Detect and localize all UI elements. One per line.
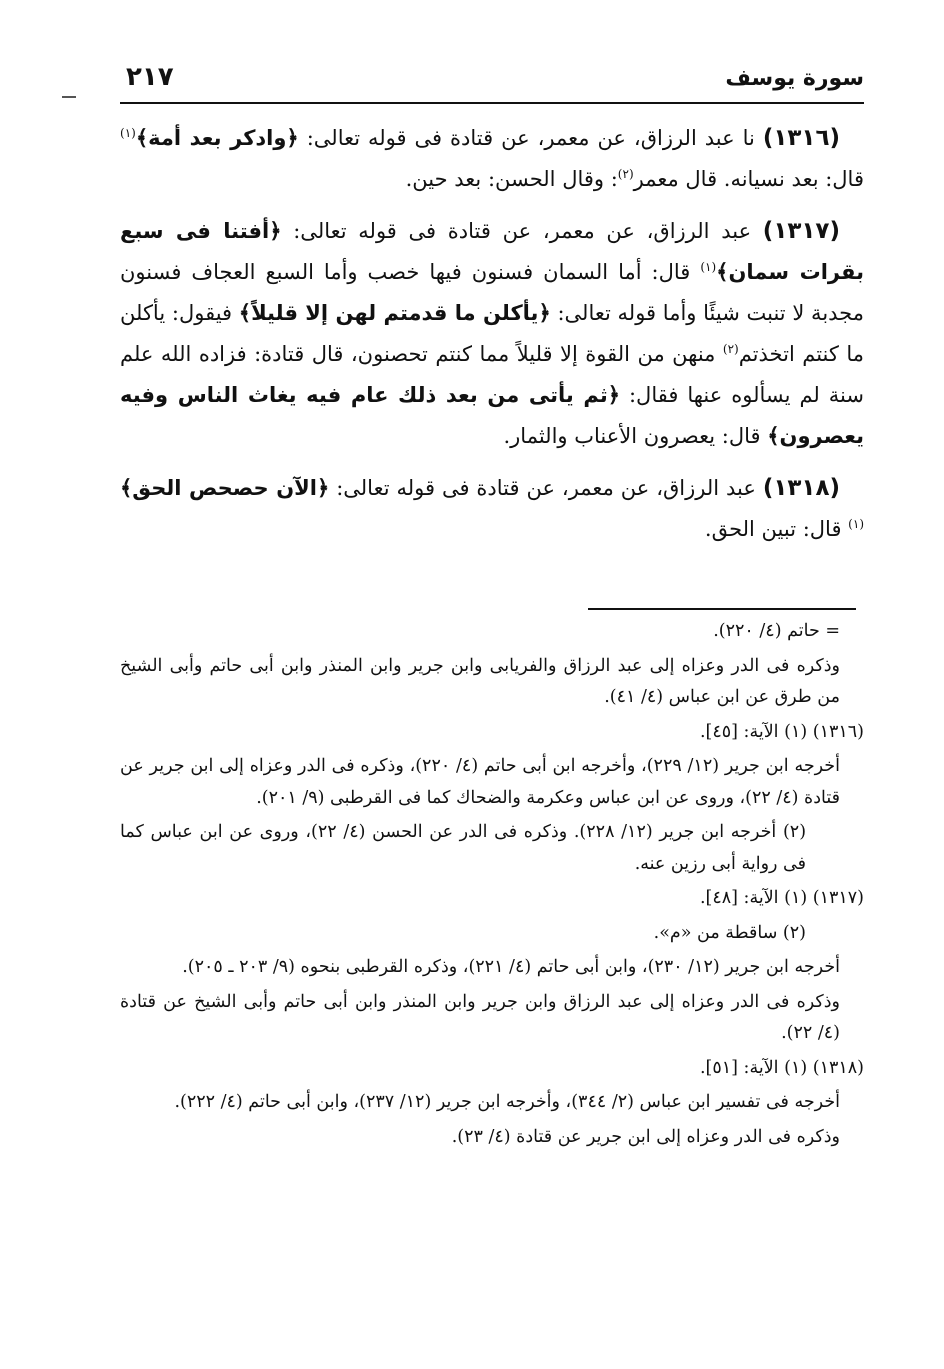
entry-1318 xyxy=(120,468,864,550)
footnote-separator xyxy=(588,608,856,610)
footnote-line: وذكره فى الدر وعزاه إلى عبد الرزاق والفريابى وابن جرير وابن المنذر وابن أبى حاتم وأبى الشيخ من طرق عن ابن عباس (٤/ ٤١). xyxy=(120,655,840,707)
page-header xyxy=(120,60,864,104)
entry-number: (١٣١٦) xyxy=(762,125,840,151)
entry-number: (١٣١٨) xyxy=(762,475,840,501)
entry-text: قال: بعد نسيانه. قال معمر xyxy=(633,167,864,191)
quran-verse: ﴿أفتنا فى سبع بقرات سمان﴾ xyxy=(120,219,864,284)
footnote-ref: (٢) xyxy=(617,167,634,181)
footnote-line: (٢) ساقطة من «م». xyxy=(653,922,806,943)
entry-text: قال: تبين الحق. xyxy=(704,517,849,541)
entry-number: (١٣١٧) xyxy=(762,218,840,244)
footnote-ref: (١) xyxy=(120,126,136,140)
footnote-line: (٢) أخرجه ابن جرير (١٢/ ٢٢٨). وذكره فى الدر عن الحسن (٤/ ٢٢)، وروى عن ابن عباس كما فى رواية أبى رزين عنه. xyxy=(120,822,807,874)
footnote-ref: (١) xyxy=(700,260,717,274)
page-number: ٢١٧ xyxy=(126,62,174,92)
footnote-line: أخرجه فى تفسير ابن عباس (٢/ ٣٤٤)، وأخرجه ابن جرير (١٢/ ٢٣٧)، وابن أبى حاتم (٤/ ٢٢٢). xyxy=(174,1092,840,1112)
entry-text: عبد الرزاق، عن معمر، عن قتادة فى قوله تعالى: xyxy=(281,219,763,243)
quran-verse: ﴿وادكر بعد أمة﴾ xyxy=(135,126,299,150)
entry-text: منهن من القوة إلا قليلاً مما كنتم تحصنون، قال قتادة: فزاده الله علم سنة لم يسألوه عنها فقال: xyxy=(120,342,864,407)
entry-text: قال: يعصرون الأعناب والثمار. xyxy=(503,424,768,448)
entry-1317 xyxy=(120,211,864,457)
footnotes xyxy=(120,616,864,1156)
running-title: سورة يوسف xyxy=(725,66,864,91)
margin-mark xyxy=(62,96,76,98)
entry-text: عبد الرزاق، عن معمر، عن قتادة فى قوله تعالى: xyxy=(329,476,763,500)
footnote-heading-1317: (١٣١٧) (١) الآية: [٤٨]. xyxy=(699,888,864,908)
footnote-heading-1318: (١٣١٨) (١) الآية: [٥١]. xyxy=(699,1057,864,1078)
footnote-line: أخرجه ابن جرير (١٢/ ٢٢٩)، وأخرجه ابن أبى حاتم (٤/ ٢٢٠)، وذكره فى الدر وعزاه إلى ابن جرير عن قتادة (٤/ ٢٢)، وروى عن ابن عباس وعكرمة والضحاك كما فى القرطبى (٩/ ٢٠١). xyxy=(120,756,840,808)
main-text xyxy=(120,118,864,561)
quran-verse: ﴿يأكلن ما قدمتم لهن إلا قليلاً﴾ xyxy=(238,301,551,325)
entry-text: قال: أما السمان فسنون فيها خصب وأما السبع العجاف فسنون مجدبة لا تنبت شيئًا وأما قوله تعالى: xyxy=(120,260,864,325)
footnote-line: وذكره فى الدر وعزاه إلى ابن جرير عن قتادة (٤/ ٢٣). xyxy=(451,1126,840,1147)
quran-verse: ﴿الآن حصحص الحق﴾ xyxy=(120,476,330,500)
entry-1316 xyxy=(120,118,864,200)
footnote-heading-1316: (١٣١٦) (١) الآية: [٤٥]. xyxy=(699,721,864,742)
quran-verse: ﴿ثم يأتى من بعد ذلك عام فيه يغاث الناس وفيه يعصرون﴾ xyxy=(120,383,864,448)
entry-text: فيقول: يأكلن ما كنتم اتخذتم xyxy=(120,301,864,366)
footnote-line: وذكره فى الدر وعزاه إلى عبد الرزاق وابن جرير وابن المنذر وابن أبى حاتم وأبى الشيخ عن قتادة (٤/ ٢٢). xyxy=(120,991,840,1043)
footnote-ref: (١) xyxy=(848,517,864,531)
footnote-line: = حاتم (٤/ ٢٢٠). xyxy=(713,621,840,641)
entry-text: نا عبد الرزاق، عن معمر، عن قتادة فى قوله تعالى: xyxy=(298,126,763,150)
footnote-line: أخرجه ابن جرير (١٢/ ٢٣٠)، وابن أبى حاتم (٤/ ٢٢١)، وذكره القرطبى بنحوه (٩/ ٢٠٣ ـ ٢٠٥). xyxy=(182,957,840,977)
entry-text: : وقال الحسن: بعد حين. xyxy=(405,167,618,191)
footnote-ref: (٢) xyxy=(722,342,739,356)
